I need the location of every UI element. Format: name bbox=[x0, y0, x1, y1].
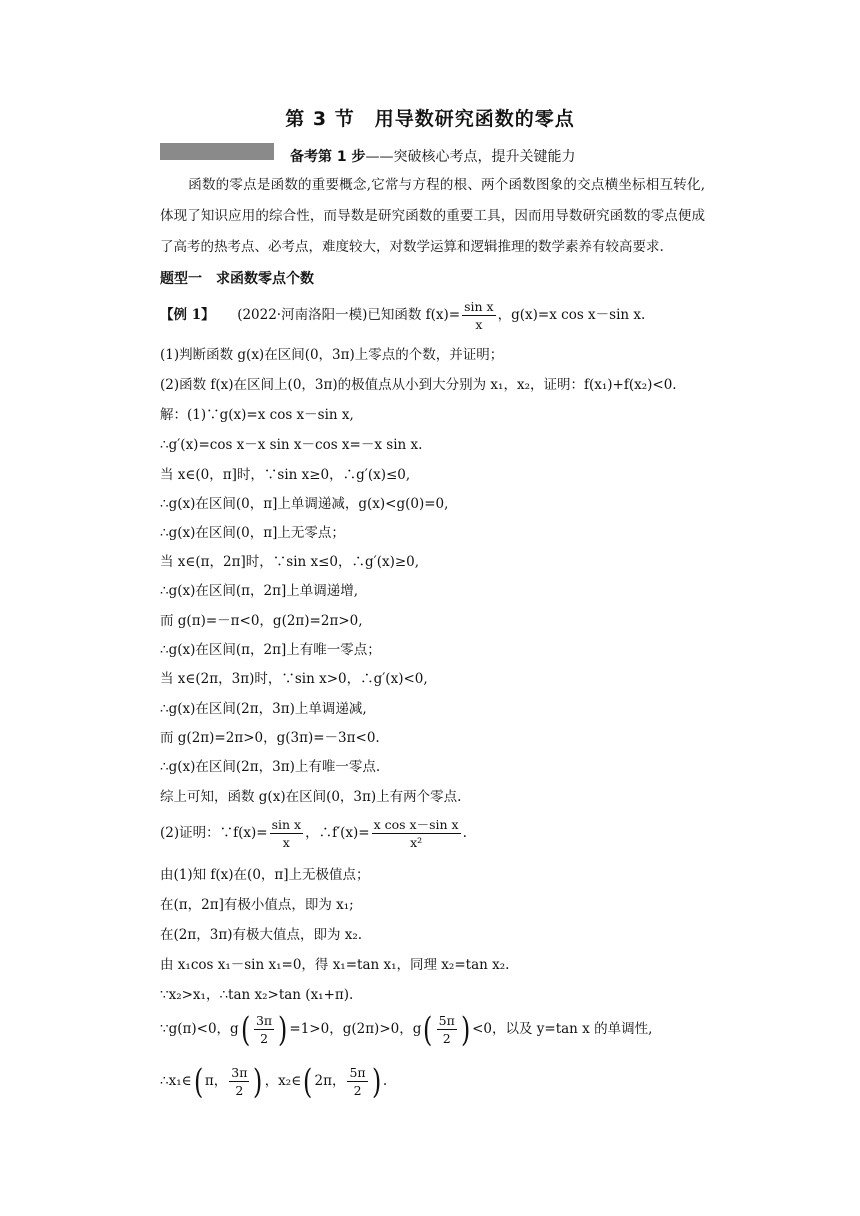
intro-paragraph bbox=[160, 170, 705, 263]
example-text-a: 已知函数 f(x)= bbox=[367, 307, 461, 323]
solution-line: ∴g(x)在区间(0，π]上单调递减，g(x)<g(0)=0, bbox=[160, 496, 449, 512]
x-text-a: ∴x₁∈ bbox=[160, 1073, 192, 1089]
example-source: (2022·河南洛阳一模) bbox=[237, 307, 368, 323]
left-paren: ( bbox=[303, 1061, 313, 1102]
solution-line: 当 x∈(0，π]时，∵sin x≥0，∴g′(x)≤0, bbox=[160, 467, 411, 483]
x-text-b: ，x₂∈ bbox=[264, 1073, 302, 1089]
proof-derivative-line bbox=[160, 816, 467, 851]
proof-text-b: ，∴f′(x)= bbox=[305, 825, 370, 841]
fraction-numerator: sin x bbox=[271, 817, 302, 832]
banner-suffix: ——突破核心考点，提升关键能力 bbox=[365, 149, 576, 165]
example-line bbox=[160, 298, 645, 333]
right-paren: ) bbox=[371, 1061, 381, 1102]
fraction bbox=[437, 1012, 457, 1047]
proof-text-a: (2)证明：∵f(x)= bbox=[160, 825, 268, 841]
example-tag: 【例 1】 bbox=[160, 307, 215, 323]
x-text-c: . bbox=[382, 1073, 388, 1089]
interval-line bbox=[160, 1061, 388, 1102]
solution-line: 当 x∈(2π，3π)时，∵sin x>0，∴g′(x)<0, bbox=[160, 671, 428, 687]
solution-line: 而 g(π)=－π<0，g(2π)=2π>0, bbox=[160, 613, 363, 629]
proof-line: 由(1)知 f(x)在(0，π]上无极值点； bbox=[160, 867, 370, 883]
g-text-a: ∵g(π)<0，g bbox=[160, 1021, 239, 1037]
proof-line: 在(2π，3π)有极大值点，即为 x₂. bbox=[160, 927, 363, 943]
solution-line: 当 x∈(π，2π]时，∵sin x≤0，∴g′(x)≥0, bbox=[160, 554, 420, 570]
proof-line: 由 x₁cos x₁－sin x₁=0，得 x₁=tan x₁，同理 x₂=tan x₂. bbox=[160, 957, 510, 973]
right-paren: ) bbox=[253, 1061, 263, 1102]
fraction-numerator: 3π bbox=[255, 1013, 273, 1028]
question-2: (2)函数 f(x)在区间上(0，3π)的极值点从小到大分别为 x₁，x₂，证明：f(x₁)+f(x₂)<0. bbox=[160, 377, 677, 393]
fraction bbox=[229, 1064, 249, 1099]
solution-line: ∴g(x)在区间(2π，3π)上有唯一零点. bbox=[160, 759, 381, 775]
fraction bbox=[270, 816, 304, 851]
g-text-c: <0，以及 y=tan x 的单调性, bbox=[472, 1021, 653, 1037]
fraction-denominator: 2 bbox=[442, 1031, 451, 1046]
fraction-numerator: x cos x－sin x bbox=[373, 817, 459, 832]
fraction-denominator: 2 bbox=[353, 1083, 362, 1098]
fraction bbox=[347, 1064, 367, 1099]
fraction-denominator: x² bbox=[410, 835, 423, 850]
fraction-numerator: 5π bbox=[349, 1065, 366, 1080]
right-paren: ) bbox=[460, 1009, 471, 1050]
proof-text-c: . bbox=[462, 825, 467, 841]
g-text-b: =1>0，g(2π)>0，g bbox=[289, 1021, 422, 1037]
solution-line: ∴g(x)在区间(π，2π]上有唯一零点； bbox=[160, 642, 381, 658]
solution-line: 而 g(2π)=2π>0，g(3π)=－3π<0. bbox=[160, 730, 380, 746]
section-title: 第 3 节 用导数研究函数的零点 bbox=[285, 108, 575, 130]
fraction bbox=[254, 1012, 274, 1047]
solution-line: ∴g(x)在区间(0，π]上无零点； bbox=[160, 525, 345, 541]
x-text-b2: 2π， bbox=[314, 1073, 346, 1089]
banner-bar bbox=[160, 143, 274, 160]
monotonic-line bbox=[160, 1009, 653, 1050]
banner-prefix: 备考第 1 步 bbox=[290, 149, 366, 165]
intro-text: 函数的零点是函数的重要概念,它常与方程的根、两个函数图象的交点横坐标相互转化,体现了知识应用的综合性，而导数是研究函数的重要工具，因而用导数研究函数的零点便成了高考的热考点、必考点，难度较大，对数学运算和逻辑推理的数学素养有较高要求. bbox=[160, 177, 705, 255]
x-text-a2: π， bbox=[204, 1073, 228, 1089]
fraction-denominator: 2 bbox=[260, 1031, 269, 1046]
solution-line: ∴g(x)在区间(π，2π]上单调递增, bbox=[160, 583, 359, 599]
right-paren: ) bbox=[278, 1009, 288, 1050]
left-paren: ( bbox=[240, 1009, 250, 1050]
fraction bbox=[462, 298, 496, 333]
proof-line: 在(π，2π]有极小值点，即为 x₁; bbox=[160, 897, 354, 913]
type-heading: 题型一 求函数零点个数 bbox=[160, 271, 314, 287]
left-paren: ( bbox=[193, 1061, 203, 1102]
fraction-denominator: x bbox=[475, 317, 483, 332]
fraction-denominator: x bbox=[282, 835, 290, 850]
solution-line: 解：(1)∵g(x)=x cos x－sin x, bbox=[160, 407, 354, 423]
question-1: (1)判断函数 g(x)在区间(0，3π)上零点的个数，并证明； bbox=[160, 347, 504, 363]
fraction-numerator: sin x bbox=[464, 299, 494, 314]
banner-text bbox=[290, 146, 576, 166]
solution-line: 综上可知，函数 g(x)在区间(0，3π)上有两个零点. bbox=[160, 789, 462, 805]
fraction bbox=[372, 816, 461, 851]
solution-line: ∴g(x)在区间(2π，3π)上单调递减, bbox=[160, 701, 367, 717]
fraction-denominator: 2 bbox=[235, 1083, 244, 1098]
proof-line: ∵x₂>x₁，∴tan x₂>tan (x₁+π). bbox=[160, 987, 354, 1003]
example-text-b: ，g(x)=x cos x－sin x. bbox=[497, 307, 646, 323]
left-paren: ( bbox=[423, 1009, 433, 1050]
fraction-numerator: 5π bbox=[438, 1013, 455, 1028]
solution-line: ∴g′(x)=cos x－x sin x－cos x=－x sin x. bbox=[160, 437, 423, 453]
fraction-numerator: 3π bbox=[231, 1065, 248, 1080]
